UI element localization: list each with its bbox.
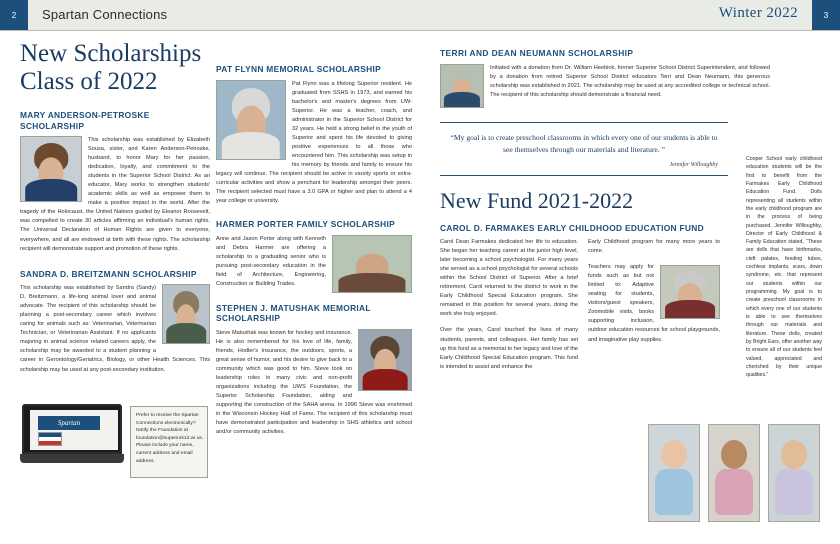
- portrait-body: [25, 179, 77, 201]
- portrait-terri-dean-neumann: [440, 64, 484, 108]
- doll-torso: [655, 469, 693, 515]
- portrait-body: [444, 92, 480, 106]
- laptop-screen: [22, 404, 122, 454]
- flag-icon: [38, 432, 62, 446]
- masthead-line-2: Class of 2022: [20, 68, 158, 95]
- spartan-logo: Spartan: [38, 416, 100, 430]
- new-fund-title: CAROL D. FARMAKES EARLY CHILDHOOD EDUCATION FUND: [440, 222, 704, 233]
- doll-head: [661, 440, 687, 469]
- laptop-base: [20, 454, 124, 463]
- doll-head: [721, 440, 747, 469]
- article-title-pat-flynn: PAT FLYNN MEMORIAL SCHOLARSHIP: [216, 64, 382, 74]
- doll-torso: [715, 469, 753, 515]
- article-body-harmer-porter: Anne and Jason Porter along with Kenneth and Debra Harmer are offering a scholarship to a graduating senior who is pursuing post-secondary education in the field of Architecture, Engineering, Construction or Building Trades.: [216, 235, 326, 287]
- article-title-mary: MARY ANDERSON-PETROSKE SCHOLARSHIP: [20, 110, 150, 131]
- portrait-body: [665, 300, 715, 318]
- new-fund-paragraph-4: Teachers may apply for funds such as but not limited to: Adaptive seating for students, visitors/guest speakers, Zoomobile visits, books supporting inclusion, outdoor education resources for school playgrounds, and imaginative play supplies.: [588, 264, 720, 343]
- article-body-sandra: This scholarship was established by Sandra (Sandy) D. Breitzmann, a life-long animal lover and animal advocate. The recipient of this scholarship should be planning a post-secondary career which involves caring for animals such as: Veterinarian, Veterinarian Technician, or Veterinarian Assistant. If no applicants majoring in animal science related careers apply, the scholarship may be awarded to a student planning a career in Gerontology/Geriatrics, Biology, or other Health Sciences. This scholarship may be used at any post-secondary institution.: [20, 285, 210, 373]
- doll-photo: [708, 424, 760, 522]
- photo-carol-farmakes: [660, 265, 720, 319]
- pull-quote: [440, 122, 728, 176]
- sidebar-dolls-text: Cooper School early childhood education students will be the first to benefit from the Farmakes Early Childhood Education Fund. Dolls representing all students within the early childhood program are in the process of being purchased. Jennifer Willoughby, Director of Early Childhood & Family Education stated, “These are dolls that have birthmarks, cleft palates, feeding tubes, cochlear implants, scars, down syndrome, etc. that represent our students within our programming. My goal is to create preschool classrooms in which every one of our students is able to see themselves through our materials and literature. These dolls, created by Bright Ears, offer another way to ensure all of our students feel valued, appreciated and cherished by their unique qualities.”: [746, 156, 822, 379]
- photo-harmer-porter-family: [332, 235, 412, 293]
- article-title-matushak: STEPHEN J. MATUSHAK MEMORIAL SCHOLARSHIP: [216, 302, 371, 324]
- article-title-sandra: SANDRA D. BREITZMANN SCHOLARSHIP: [20, 268, 197, 279]
- column-middle: [216, 40, 412, 444]
- portrait-pat-flynn: [216, 80, 286, 160]
- portrait-stephen-matushak: [358, 329, 412, 391]
- doll-photo: [768, 424, 820, 522]
- page-title: [20, 40, 210, 96]
- laptop-screen-content: [30, 410, 118, 450]
- column-left: [20, 40, 210, 382]
- article-body-pat-flynn: Pat Flynn was a lifelong Superior resident. He graduated from SSHS in 1973, and earned his bachelor's and master's degrees from UW-Superior. He was a teacher, coach, and administrator in the Superior School District for 32 years. He held a strong belief in the youth of Superior and spent his life devoted to giving positive experiences to all those who encountered him. This scholarship was setup in his memory by friends and family to ensure his legacy will continue. The recipient should be active in varsity sports or extra-curricular activities and show a penchant for leadership amongst their peers. The recipient selected must have a 3.0 GPA or higher and plan to attend a 4 year college or university.: [216, 80, 412, 205]
- article-body-neumann: Initiated with a donation from Dr. William Heebink, former Superior School District Superintendent, and followed by a donation from retired Superior School District educators Terri and Dean Neumann, this generous scholarship was established in 2021. The scholarship may be used at any accredited college or technical school. The recipient of this scholarship should demonstrate a financial need.: [490, 64, 770, 98]
- portrait-body: [222, 132, 280, 159]
- doll-torso: [775, 469, 813, 515]
- laptop-graphic: [20, 404, 124, 470]
- right-page-number: 3: [812, 0, 840, 30]
- portrait-body: [363, 369, 408, 389]
- pull-quote-attribution: Jennifer Willoughby: [669, 161, 718, 168]
- portrait-mary-anderson-petroske: [20, 136, 82, 202]
- doll-photo-row: [648, 424, 822, 522]
- new-fund-heading: New Fund 2021-2022: [440, 187, 634, 213]
- portrait-sandra-breitzmann: [162, 284, 210, 344]
- article-body-matushak: Steve Matushak was known for hockey and insurance. He is also remembered for his love of life, family, friends, Hodler's Insurance, the outdoors, sports, a great sense of humor, and his desire to give back to a community which was good to him. Steve took on leadership roles in many civic and non-profit organizations including the UWS Foundation, the Superior Scholarship Foundation, aiding and supporting the construction of the SAHA arena. In 1996 Steve was enshrined in the Wisconsin Hockey Hall of Fame. The recipient of this scholarship must have demonstrated participation and leadership in SHS athletics and school and/or community activities.: [216, 329, 412, 436]
- new-fund-paragraph-3: Early Childhood program for many more years to come.: [588, 239, 720, 255]
- pull-quote-text: “My goal is to create preschool classrooms in which every one of our students is able to see themselves through our materials and literature. ”: [450, 132, 718, 155]
- new-fund-paragraph-2: Over the years, Carol touched the lives of many students, parents, and colleagues. Her family has set up this fund as a memorial to her legacy and love of the Early Childhood Special Education program. This fund is intended to assist and enhance the: [440, 327, 578, 370]
- article-title-neumann: TERRI AND DEAN NEUMANN SCHOLARSHIP: [440, 48, 634, 58]
- doll-head: [781, 440, 807, 469]
- article-body-mary: This scholarship was established by Elizabeth Sousa, sister, and Karen Anderson-Petroske, husband, to honor Mary for her passion, dedication, loyalty, and commitment to the students in the Superior School District. As an educator, Mary works to strengthen students' academic skills as well as empower them to make a positive impact in the world. After the tragedy of the Holocaust, the United Nations guided by Eleanor Roosevelt, was compelled to create 30 articles affirming an individual's human rights. The Universal Declaration of Human Rights are given to everyone, everywhere, and all are endowed at birth with these rights. The scholarship recipient will demonstrate support and promotion of these rights.: [20, 137, 210, 252]
- masthead-line-1: New Scholarships: [20, 40, 202, 67]
- doll-photo: [648, 424, 700, 522]
- left-page-number: 2: [0, 0, 28, 30]
- new-fund-paragraph-1: Carol Dean Farmakes dedicated her life to education. She began her teaching career at the junior high level, later becoming a school psychologist. For many years she served as a school psychologist for several schools within the School District of Superior. After a brief retirement, Carol returned to the district to work in the Early Childhood Special Education program. She remained in this position for several years, doing the work she truly enjoyed.: [440, 239, 578, 318]
- issue-date: Winter 2022: [718, 5, 798, 21]
- electronic-delivery-note: Prefer to receive the Spartan Connections electronically? Notify the Foundation at foundation@superiork12.wi.us. Please include your name, current address and email address.: [130, 406, 208, 478]
- photo-subject-body: [338, 273, 405, 292]
- header-divider: [0, 30, 840, 31]
- publication-title: Spartan Connections: [42, 7, 168, 22]
- portrait-body: [166, 323, 206, 343]
- article-title-harmer-porter: HARMER PORTER FAMILY SCHOLARSHIP: [216, 219, 395, 230]
